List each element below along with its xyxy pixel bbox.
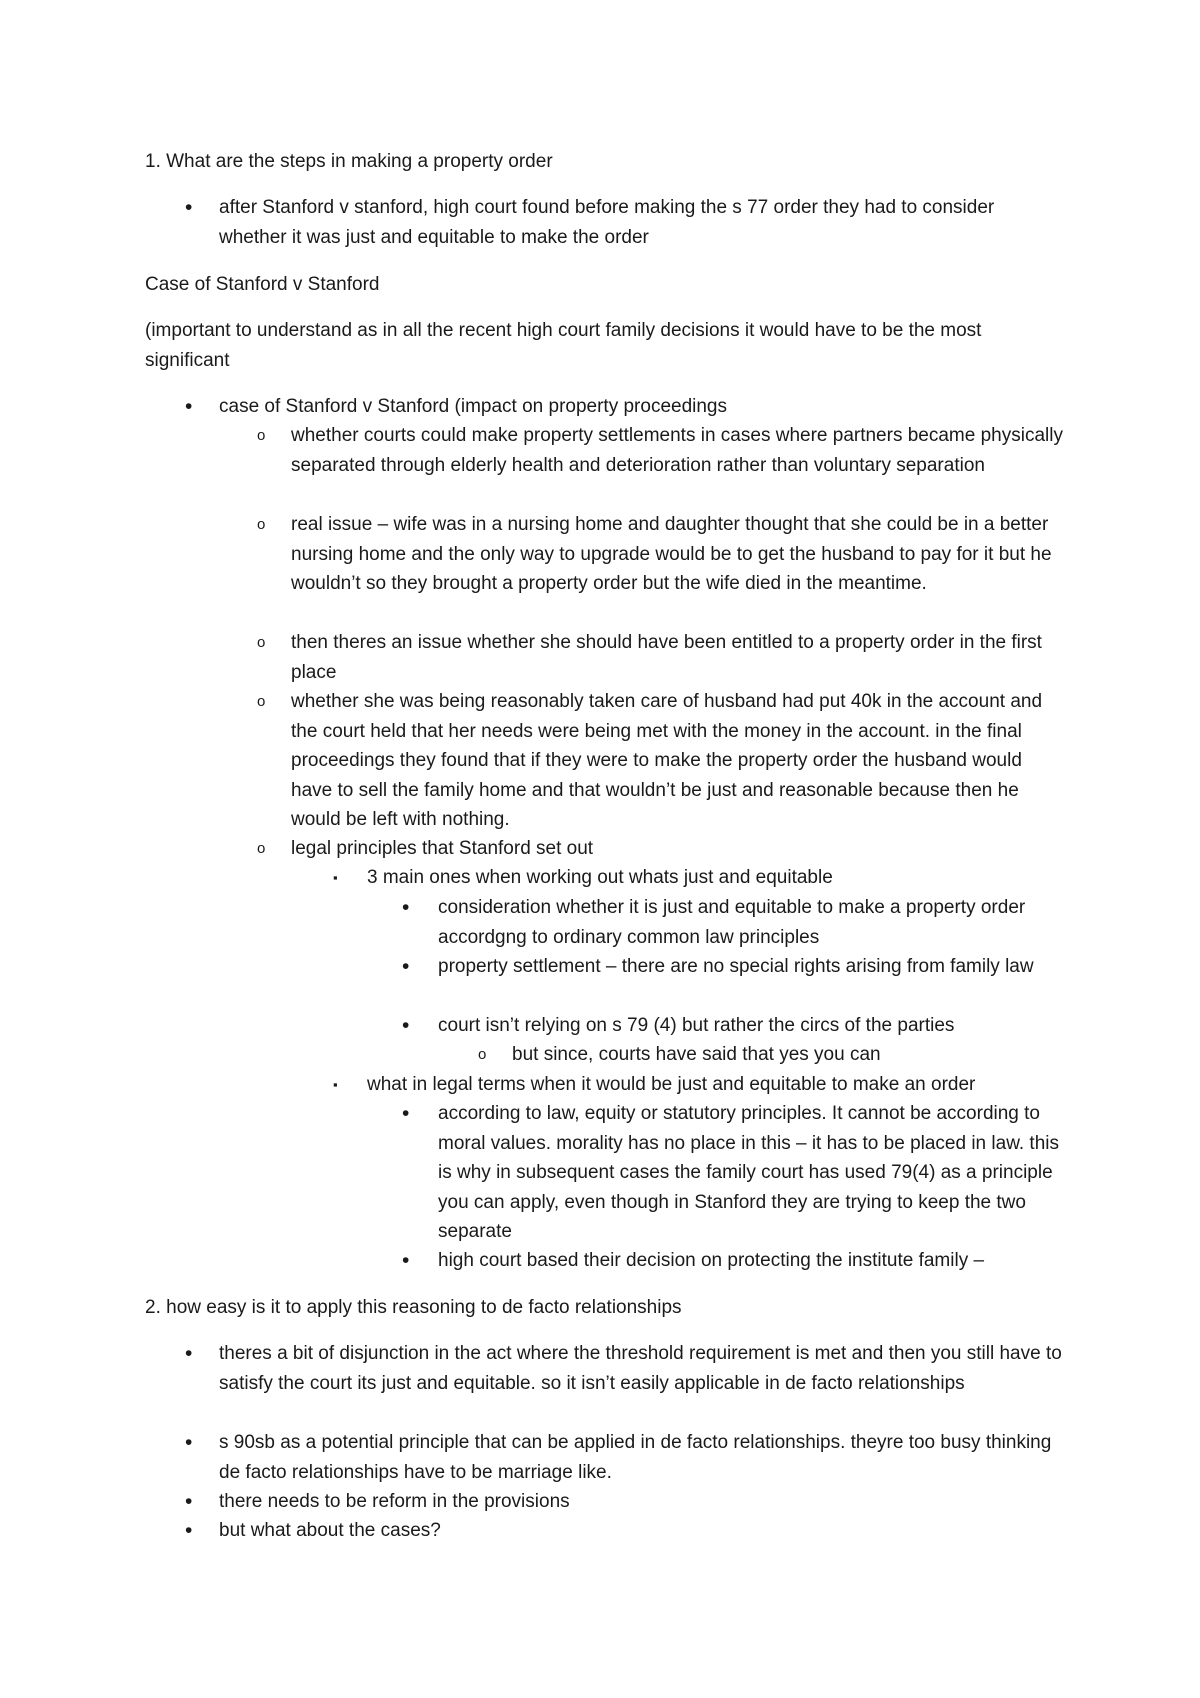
list-item — [333, 863, 1065, 893]
list-item-text: there needs to be reform in the provisions — [219, 1491, 570, 1512]
list-item-text: consideration whether it is just and equitable to make a property order accordgng to ordinary common law principles — [438, 897, 1026, 948]
list-item-text: high court based their decision on protecting the institute family – — [438, 1250, 985, 1271]
list-item-text: 3 main ones when working out whats just and equitable — [367, 867, 833, 888]
bullet-marker: • — [402, 955, 410, 978]
list-item-text: whether courts could make property settlements in cases where partners became physically separated through elderly health and deterioration rather than voluntary separation — [291, 425, 1063, 476]
list-item — [257, 687, 1065, 835]
list-item — [185, 1487, 1065, 1517]
list-item — [257, 834, 1065, 864]
list-item-text: according to law, equity or statutory principles. It cannot be according to moral values. morality has no place in this – it has to be placed in law. this is why in subsequent cases the family court has used 79(4) as a principle you can apply, even though in Stanford they are trying to keep the two separate — [438, 1103, 1059, 1242]
list-item — [257, 510, 1065, 599]
list-item — [402, 952, 1065, 982]
circle-marker: o — [257, 840, 266, 857]
list-item-text: court isn’t relying on s 79 (4) but rather the circs of the parties — [438, 1015, 955, 1036]
bullet-marker: • — [402, 1014, 410, 1037]
case-heading: Case of Stanford v Stanford — [145, 274, 380, 295]
list-item — [402, 1246, 1065, 1276]
bullet-marker: • — [402, 1102, 410, 1125]
list-item — [185, 193, 1065, 252]
list-item-text: after Stanford v stanford, high court found before making the s 77 order they had to consider whether it was just and equitable to make the order — [219, 197, 995, 248]
list-item-text: property settlement – there are no special rights arising from family law — [438, 956, 1034, 977]
list-item-text: but since, courts have said that yes you can — [512, 1044, 881, 1065]
bullet-marker: • — [402, 896, 410, 919]
list-item — [478, 1040, 1065, 1070]
list-item — [185, 392, 1065, 422]
circle-marker: o — [257, 693, 266, 710]
important-note: (important to understand as in all the recent high court family decisions it would have to be the most significant — [145, 320, 982, 371]
square-marker: ▪ — [333, 870, 338, 885]
list-item-text: then theres an issue whether she should have been entitled to a property order in the first place — [291, 632, 1042, 683]
list-item — [257, 628, 1065, 687]
question-1-heading: 1. What are the steps in making a property order — [145, 151, 553, 172]
list-item — [333, 1070, 1065, 1100]
list-item — [402, 893, 1065, 952]
circle-marker: o — [257, 516, 266, 533]
list-item — [185, 1516, 1065, 1546]
circle-marker: o — [478, 1046, 487, 1063]
square-marker: ▪ — [333, 1077, 338, 1092]
bullet-marker: • — [185, 196, 193, 219]
list-item-text: what in legal terms when it would be just and equitable to make an order — [367, 1074, 976, 1095]
list-item-text: case of Stanford v Stanford (impact on property proceedings — [219, 396, 727, 417]
bullet-marker: • — [185, 1342, 193, 1365]
list-item — [185, 1339, 1065, 1398]
list-item-text: but what about the cases? — [219, 1520, 441, 1541]
list-item-text: whether she was being reasonably taken care of husband had put 40k in the account and the court held that her needs were being met with the money in the account. in the final proceedings they found that if they were to make the property order the husband would have to sell the family home and that wouldn’t be just and reasonable because then he would be left with nothing. — [291, 691, 1043, 830]
circle-marker: o — [257, 427, 266, 444]
question-2-heading: 2. how easy is it to apply this reasoning to de facto relationships — [145, 1297, 682, 1318]
bullet-marker: • — [402, 1249, 410, 1272]
list-item-text: s 90sb as a potential principle that can be applied in de facto relationships. theyre too busy thinking de facto relationships have to be marriage like. — [219, 1432, 1052, 1483]
bullet-marker: • — [185, 1431, 193, 1454]
list-item — [402, 1099, 1065, 1247]
circle-marker: o — [257, 634, 266, 651]
list-item — [185, 1428, 1065, 1487]
list-item-text: real issue – wife was in a nursing home and daughter thought that she could be in a better nursing home and the only way to upgrade would be to get the husband to pay for it but he wouldn’t so they brought a property order but the wife died in the meantime. — [291, 514, 1052, 594]
bullet-marker: • — [185, 1490, 193, 1513]
bullet-marker: • — [185, 395, 193, 418]
list-item-text: theres a bit of disjunction in the act where the threshold requirement is met and then you still have to satisfy the court its just and equitable. so it isn’t easily applicable in de facto relationships — [219, 1343, 1062, 1394]
list-item — [257, 421, 1065, 480]
bullet-marker: • — [185, 1519, 193, 1542]
list-item — [402, 1011, 1065, 1041]
list-item-text: legal principles that Stanford set out — [291, 838, 594, 859]
